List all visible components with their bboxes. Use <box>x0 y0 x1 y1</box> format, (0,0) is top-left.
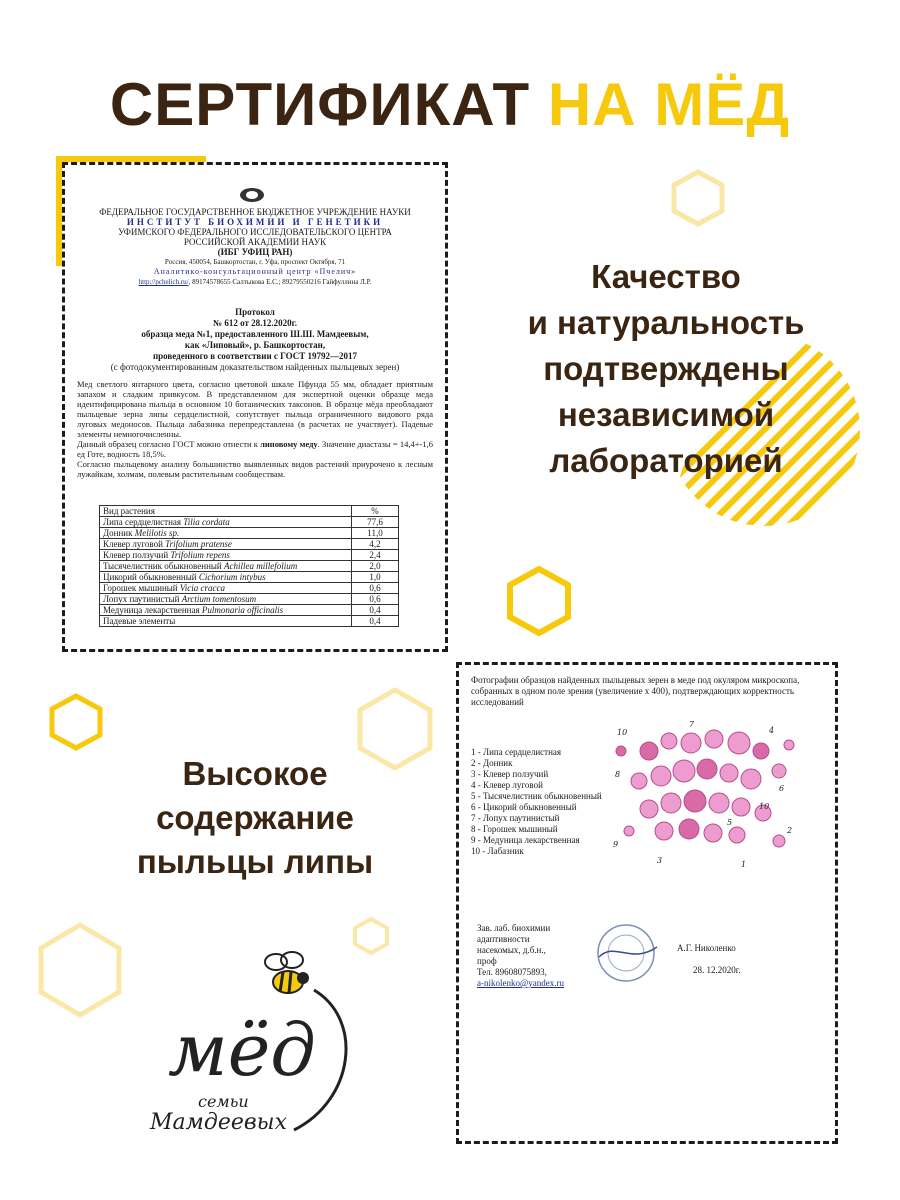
pollen-grain <box>741 769 761 789</box>
micro-label: 1 <box>741 860 747 869</box>
table-cell-percent: 4,2 <box>352 539 399 550</box>
title-part-2: НА МЁД <box>547 71 791 138</box>
photo-intro: Фотографии образцов найденных пыльцевых зерен в меде под окуляром микроскопа, собранных в одном поле зрения (увеличение х 400), подтверждающих корректность исследований <box>471 675 800 707</box>
table-cell-percent: 2,0 <box>352 561 399 572</box>
table-cell-percent: 77,6 <box>352 517 399 528</box>
table-header-row <box>100 506 399 517</box>
pollen-grain <box>640 742 658 760</box>
org-line-2: ИНСТИТУТ БИОХИМИИ И ГЕНЕТИКИ <box>126 217 384 227</box>
pollen-grain <box>655 822 673 840</box>
table-header-cell: Вид растения <box>100 506 352 517</box>
legend-item: 3 - Клевер ползучий <box>471 769 549 779</box>
species-name: Падевые элементы <box>103 616 176 626</box>
hexagon-icon <box>668 168 728 228</box>
protocol-line-4: как «Липовый», р. Башкортостан, <box>184 340 326 350</box>
table-row <box>100 572 399 583</box>
micro-label: 5 <box>727 818 733 827</box>
promo-line: содержание <box>156 799 354 836</box>
promo-line: Высокое <box>182 755 328 792</box>
micro-label: 7 <box>689 721 695 729</box>
species-latin: Melilotis sp. <box>134 528 180 538</box>
species-latin: Tilia cordata <box>183 517 230 527</box>
species-name: Лопух паутинистый <box>103 594 182 604</box>
table-cell-species <box>100 539 352 550</box>
pollen-grain <box>729 827 745 843</box>
table-cell-percent: 0,4 <box>352 616 399 627</box>
legend-item: 9 - Медуница лекарственная <box>471 835 580 845</box>
legend-item: 7 - Лопух паутинистый <box>471 813 560 823</box>
logo-line-1: семьи <box>198 1092 249 1111</box>
species-latin: Achillea millefolium <box>224 561 298 571</box>
species-latin: Cichorium intybus <box>198 572 266 582</box>
org-link[interactable]: http://pchelich.ru/ <box>138 278 189 286</box>
protocol-number: № 612 от 28.12.2020г. <box>213 318 297 328</box>
signature-email[interactable]: a-nikolenko@yandex.ru <box>477 978 565 988</box>
table-cell-percent: 2,4 <box>352 550 399 561</box>
pollen-grain <box>661 733 677 749</box>
pollen-grain <box>616 746 626 756</box>
protocol-line-3: образца меда №1, предоставленного Ш.Ш. Мамдеевым, <box>141 329 369 339</box>
org-center: Аналитико-консультационный центр «Пчелич» <box>153 267 357 276</box>
body-paragraph-2a: Данный образец согласно ГОСТ можно отнести к <box>77 439 261 449</box>
title-part-1: СЕРТИФИКАТ <box>109 71 531 138</box>
table-row <box>100 517 399 528</box>
signature-line-4: проф <box>477 956 497 966</box>
micro-label: 6 <box>779 784 785 793</box>
species-latin: Pulmonaria officinalis <box>201 605 284 615</box>
document-date: 28. 12.2020г. <box>693 965 741 975</box>
pollen-grain <box>640 800 658 818</box>
protocol-title: Протокол <box>235 307 275 317</box>
signature-line-2: адаптивности <box>477 934 530 944</box>
species-name: Тысячелистник обыкновенный <box>103 561 224 571</box>
pollen-grain <box>631 773 647 789</box>
species-latin: Arctium tomentosum <box>181 594 257 604</box>
micro-label: 10 <box>617 728 628 737</box>
pollen-grain <box>773 835 785 847</box>
table-cell-species <box>100 594 352 605</box>
pollen-grain <box>709 793 729 813</box>
table-row <box>100 561 399 572</box>
promo-line: подтверждены <box>543 350 789 387</box>
promo-quality <box>466 254 866 484</box>
pollen-grain <box>720 764 738 782</box>
institute-emblem-icon <box>239 187 265 203</box>
legend-item: 6 - Цикорий обыкновенный <box>471 802 577 812</box>
table-cell-species <box>100 517 352 528</box>
species-name: Клевер ползучий <box>103 550 171 560</box>
species-latin: Trifolium repens <box>170 550 230 560</box>
table-cell-percent: 0,6 <box>352 583 399 594</box>
promo-line: Качество <box>591 258 741 295</box>
org-address: Россия, 450054, Башкортостан, г. Уфа, проспект Октября, 71 <box>164 258 346 266</box>
table-row <box>100 594 399 605</box>
table-cell-percent: 11,0 <box>352 528 399 539</box>
table-row <box>100 539 399 550</box>
micro-label: 2 <box>787 826 793 835</box>
pollen-table <box>99 505 399 627</box>
signatory-name: А.Г. Николенко <box>677 943 736 953</box>
table-header-cell: % <box>352 506 399 517</box>
promo-linden <box>90 752 420 884</box>
table-cell-species <box>100 605 352 616</box>
species-name: Донник <box>103 528 135 538</box>
pollen-grain <box>772 764 786 778</box>
signature-phone: Тел. 89608075893, <box>477 967 547 977</box>
micro-label: 3 <box>657 856 663 865</box>
pollen-grain <box>651 766 671 786</box>
pollen-grain <box>679 819 699 839</box>
table-row <box>100 583 399 594</box>
table-cell-species <box>100 583 352 594</box>
species-name: Цикорий обыкновенный <box>103 572 199 582</box>
table-cell-percent: 1,0 <box>352 572 399 583</box>
hexagon-icon <box>46 692 106 752</box>
body-paragraph-2c: . Значение диастазы = 14,4+-1,6 ед Готе, водность 18,5%. <box>77 439 433 459</box>
micro-label: 10 <box>759 802 770 811</box>
protocol-line-5: проведенного в соответствии с ГОСТ 19792—2017 <box>152 351 358 361</box>
legend-item: 2 - Донник <box>471 758 513 768</box>
pollen-grain <box>753 743 769 759</box>
hexagon-icon <box>502 564 576 638</box>
pollen-grain <box>728 732 750 754</box>
pollen-grain <box>684 790 706 812</box>
table-cell-species <box>100 550 352 561</box>
photo-document <box>456 662 838 1144</box>
certificate-document <box>62 162 448 652</box>
brand-logo <box>140 950 370 1150</box>
promo-line: и натуральность <box>527 304 805 341</box>
promo-line: лабораторией <box>549 442 783 479</box>
protocol-line-6: (с фотодокументированным доказательством найденных пыльцевых зерен) <box>110 362 400 372</box>
stamp-icon <box>587 921 665 985</box>
org-contacts: , 89174578655 Салтыкова Е.С.; 89279550216 Гайфуллина Л.Р. <box>188 278 372 286</box>
pollen-grain <box>705 730 723 748</box>
org-line-3: УФИМСКОГО ФЕДЕРАЛЬНОГО ИССЛЕДОВАТЕЛЬСКОГО ЦЕНТРА <box>118 227 392 237</box>
legend-item: 8 - Горошек мышиный <box>471 824 558 834</box>
table-cell-species <box>100 561 352 572</box>
org-line-5: (ИБГ УФИЦ РАН) <box>217 247 293 257</box>
pollen-grain <box>732 798 750 816</box>
table-cell-percent: 0,6 <box>352 594 399 605</box>
species-name: Липа сердцелистная <box>103 517 184 527</box>
table-row <box>100 605 399 616</box>
table-row <box>100 550 399 561</box>
logo-line-2: Мамдеевых <box>150 1110 287 1135</box>
species-name: Медуница лекарственная <box>103 605 202 615</box>
body-paragraph-2b: липовому меду <box>260 439 318 449</box>
pollen-grain <box>624 826 634 836</box>
signature-line-3: насекомых, д.б.н., <box>477 945 546 955</box>
micro-label: 4 <box>769 726 775 735</box>
body-paragraph-1: Мед светлого янтарного цвета, согласно цветовой шкале Пфунда 55 мм, обладает приятным запахом и сладким привкусом. В представленном для экспертной оценки образце меда идентифицирована пыльца в основном 10 ботанических таксонов. В образце мёда преобладают пыльцевые зерна липы сердцелистной, сопутствует пыльца ограниченного видового ряда луговых медоносов. Пыльца лабазника перепредставлена (в расчетах не участвует). Падевые элементы немногочисленны. <box>77 379 433 439</box>
table-cell-percent: 0,4 <box>352 605 399 616</box>
logo-word: мёд <box>168 1008 316 1092</box>
promo-line: независимой <box>557 396 775 433</box>
legend-item: 10 - Лабазник <box>471 846 524 856</box>
table-cell-species <box>100 572 352 583</box>
org-line-4: РОССИЙСКОЙ АКАДЕМИИ НАУК <box>183 237 327 247</box>
table-cell-species <box>100 616 352 627</box>
pollen-grain <box>661 793 681 813</box>
micro-label: 9 <box>613 840 619 849</box>
micro-label: 8 <box>615 770 621 779</box>
pollen-grain <box>784 740 794 750</box>
microscope-image <box>609 721 799 871</box>
species-name: Горошек мышиный <box>103 583 180 593</box>
pollen-grain <box>704 824 722 842</box>
species-name: Клевер луговой <box>103 539 166 549</box>
page-title <box>0 70 900 139</box>
table-cell-species <box>100 528 352 539</box>
table-row <box>100 616 399 627</box>
signature-line-1: Зав. лаб. биохимии <box>477 923 551 933</box>
promo-line: пыльцы липы <box>136 843 374 880</box>
legend-item: 1 - Липа сердцелистная <box>471 747 562 757</box>
table-row <box>100 528 399 539</box>
hexagon-icon <box>30 920 130 1020</box>
legend-item: 5 - Тысячелистник обыкновенный <box>471 791 602 801</box>
pollen-grain <box>673 760 695 782</box>
species-latin: Trifolium pratense <box>165 539 232 549</box>
legend-item: 4 - Клевер луговой <box>471 780 543 790</box>
pollen-grain <box>697 759 717 779</box>
species-latin: Vicia cracca <box>179 583 225 593</box>
pollen-grain <box>681 733 701 753</box>
body-paragraph-3: Согласно пыльцевому анализу большинство выявленных видов растений приурочено к лесным лужайкам, холмам, полевым растительным сообществам. <box>77 459 433 479</box>
org-line-1: ФЕДЕРАЛЬНОЕ ГОСУДАРСТВЕННОЕ БЮДЖЕТНОЕ УЧРЕЖДЕНИЕ НАУКИ <box>99 207 411 217</box>
